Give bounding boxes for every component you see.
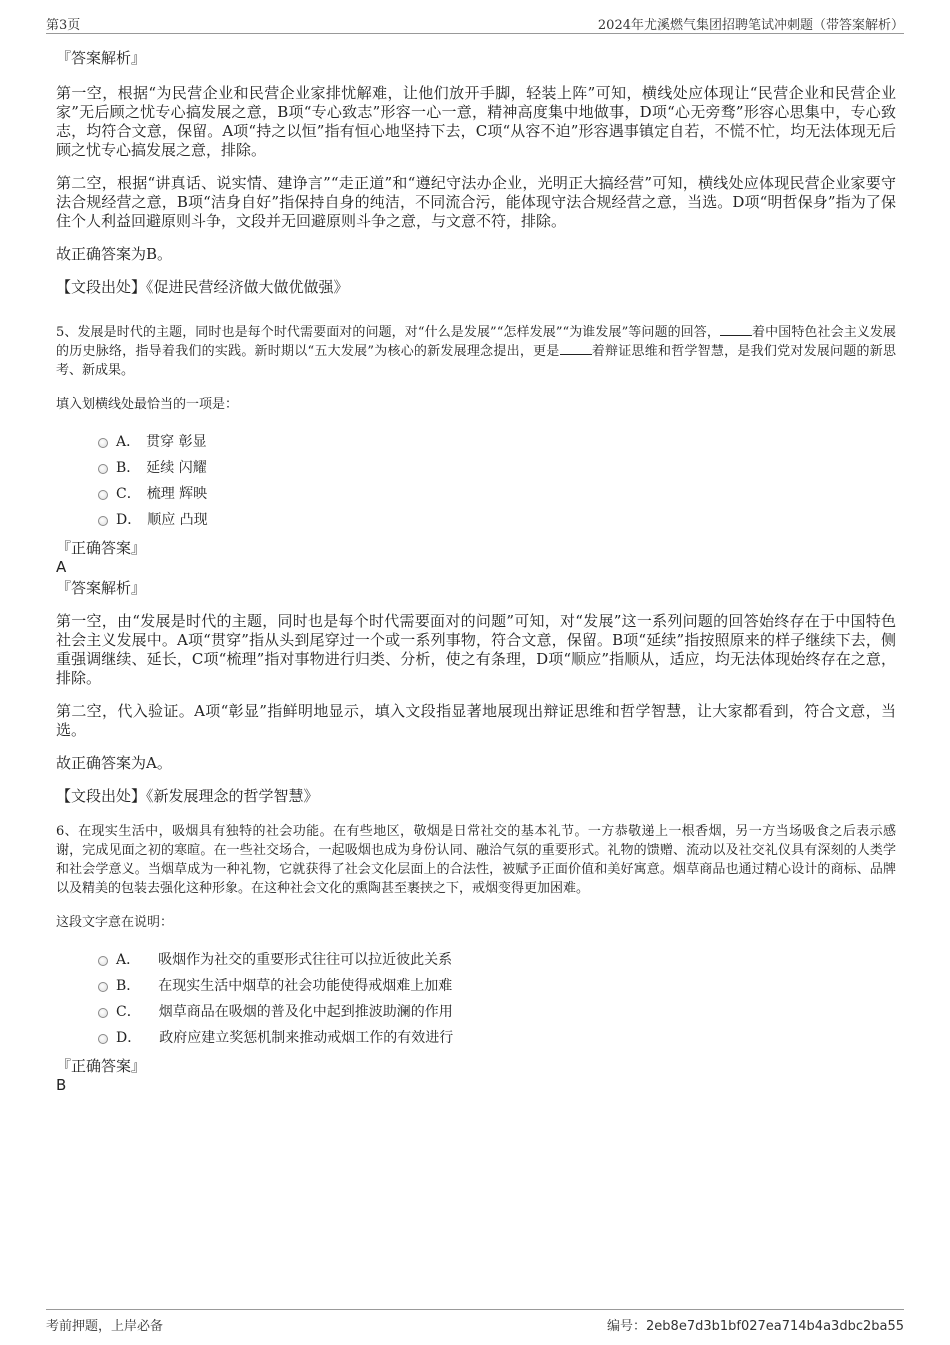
q5-analysis-p2: 第二空，代入验证。A项“彰显”指鲜明地显示，填入文段指显著地展现出辩证思维和哲学智慧，让大家都看到，符合文意，当选。	[56, 702, 896, 739]
option-text: 在现实生活中烟草的社会功能使得戒烟难上加难	[158, 978, 453, 994]
q5-prompt: 填入划横线处最恰当的一项是：	[56, 397, 239, 412]
footer-code	[607, 1315, 904, 1334]
page-footer	[46, 1309, 904, 1335]
q5-stem-part3: 着辩证思维和哲学智慧，是我们党对发展问题的新思考、新成果。	[56, 344, 896, 378]
q4-source: 【文段出处】《促进民营经济做大做优做强》	[56, 278, 349, 296]
footer-code-label: 编号：	[607, 1319, 647, 1334]
option-letter: B．	[116, 978, 141, 994]
q4-analysis-p2: 第二空，根据“讲真话、说实情、建诤言”“走正道”和“遵纪守法办企业，光明正大搞经营”可知，横线处应体现民营企业家要守法合规经营之意，B项“洁身自好”指保持自身的纯洁，不同流合污，能体现守法合规经营之意，当选。D项“明哲保身”指为了保住个人利益回避原则斗争，文段并无回避原则斗争之意，与文意不符，排除。	[56, 174, 896, 230]
q5-stem	[56, 323, 896, 380]
q5-analysis-p1: 第一空，由“发展是时代的主题，同时也是每个时代需要面对的问题”可知，对“发展”这一系列问题的回答始终存在于中国特色社会主义发展中。A项“贯穿”指从头到尾穿过一个或一系列事物，符合文意，保留。B项“延续”指按照原来的样子继续下去，侧重强调继续、延长，C项“梳理”指对事物进行归类、分析，使之有条理，D项“顺应”指顺从，适应，均无法体现始终存在之意，排除。	[56, 612, 896, 687]
option-letter: B．	[116, 460, 141, 476]
q6-options	[98, 946, 896, 1050]
footer-code-value: 2eb8e7d3b1bf027ea714b4a3dbc2ba55	[646, 1319, 904, 1334]
radio-icon[interactable]	[98, 956, 108, 966]
option-letter: C．	[116, 1004, 141, 1020]
q5-option-c[interactable]	[98, 480, 896, 506]
q4-analysis-p1: 第一空，根据“为民营企业和民营企业家排忧解难，让他们放开手脚，轻装上阵”可知，横线处应体现让“民营企业和民营企业家”无后顾之忧专心搞发展之意，B项“专心致志”形容一心一意，精神高度集中地做事，D项“心无旁骛”形容心思集中，专心致志，均符合文意，保留。A项“持之以恒”指有恒心地坚持下去，C项“从容不迫”形容遇事镇定自若，不慌不忙，均无法体现无后顾之忧专心搞发展之意，排除。	[56, 84, 896, 159]
option-text: 延续 闪耀	[146, 460, 207, 476]
option-text: 吸烟作为社交的重要形式往往可以拉近彼此关系	[158, 952, 453, 968]
radio-icon[interactable]	[98, 982, 108, 992]
q6-correct-value: B	[56, 1076, 67, 1094]
q5-option-d[interactable]	[98, 506, 896, 532]
radio-icon[interactable]	[98, 464, 108, 474]
q5-analysis-label: 『答案解析』	[56, 579, 147, 597]
q5-option-b[interactable]	[98, 454, 896, 480]
q6-option-a[interactable]	[98, 946, 896, 972]
option-text: 梳理 辉映	[146, 486, 208, 502]
q6-correct-label: 『正确答案』	[56, 1057, 147, 1075]
option-text: 顺应 凸现	[147, 512, 208, 528]
option-text: 烟草商品在吸烟的普及化中起到推波助澜的作用	[158, 1004, 453, 1020]
radio-icon[interactable]	[98, 438, 108, 448]
radio-icon[interactable]	[98, 490, 108, 500]
q5-correct-value: A	[56, 558, 67, 576]
q6-option-d[interactable]	[98, 1024, 896, 1050]
q5-stem-part1: 5、发展是时代的主题，同时也是每个时代需要面对的问题，对“什么是发展”“怎样发展”“为谁发展”等问题的回答，	[56, 325, 720, 340]
option-text: 政府应建立奖惩机制来推动戒烟工作的有效进行	[159, 1030, 454, 1046]
option-letter: D．	[116, 1030, 142, 1046]
q6-stem: 6、在现实生活中，吸烟具有独特的社会功能。在有些地区，敬烟是日常社交的基本礼节。一方恭敬递上一根香烟，另一方当场吸食之后表示感谢，完成见面之初的寒暄。在一些社交场合，一起吸烟也成为身份认同、融洽气氛的重要形式。礼物的馈赠、流动以及社交礼仪具有深刻的人类学和社会学意义。当烟草成为一种礼物，它就获得了社会文化层面上的合法性，被赋予正面价值和美好寓意。烟草商品也通过精心设计的商标、品牌以及精美的包装去强化这种形象。在这种社会文化的熏陶甚至裹挟之下，戒烟变得更加困难。	[56, 824, 896, 896]
footer-slogan: 考前押题，上岸必备	[46, 1319, 164, 1334]
radio-icon[interactable]	[98, 1034, 108, 1044]
q6-option-c[interactable]	[98, 998, 896, 1024]
q5-conclusion: 故正确答案为A。	[56, 754, 172, 772]
page-number: 第3页	[46, 18, 81, 33]
option-letter: D．	[116, 512, 142, 528]
page-content	[56, 44, 896, 1094]
q5-correct-label: 『正确答案』	[56, 539, 147, 557]
q5-blank-2	[560, 343, 592, 355]
q6-prompt: 这段文字意在说明：	[56, 915, 174, 930]
q6-option-b[interactable]	[98, 972, 896, 998]
document-title: 2024年尤溪燃气集团招聘笔试冲刺题（带答案解析）	[597, 18, 904, 33]
page-header	[46, 14, 904, 34]
q4-analysis-label: 『答案解析』	[56, 49, 147, 67]
option-text: 贯穿 彰显	[146, 434, 207, 450]
q5-stem-part2: 着中国特色社会主义发展的历史脉络，指导着我们的实践。新时期以“五大发展”为核心的新发展理念提出，更是	[56, 325, 896, 359]
q5-blank-1	[720, 324, 752, 336]
option-letter: A．	[116, 434, 141, 450]
option-letter: A．	[116, 952, 141, 968]
q4-conclusion: 故正确答案为B。	[56, 245, 173, 263]
q5-options	[98, 428, 896, 532]
radio-icon[interactable]	[98, 1008, 108, 1018]
option-letter: C．	[116, 486, 141, 502]
q5-option-a[interactable]	[98, 428, 896, 454]
q5-source: 【文段出处】《新发展理念的哲学智慧》	[56, 787, 319, 805]
radio-icon[interactable]	[98, 516, 108, 526]
